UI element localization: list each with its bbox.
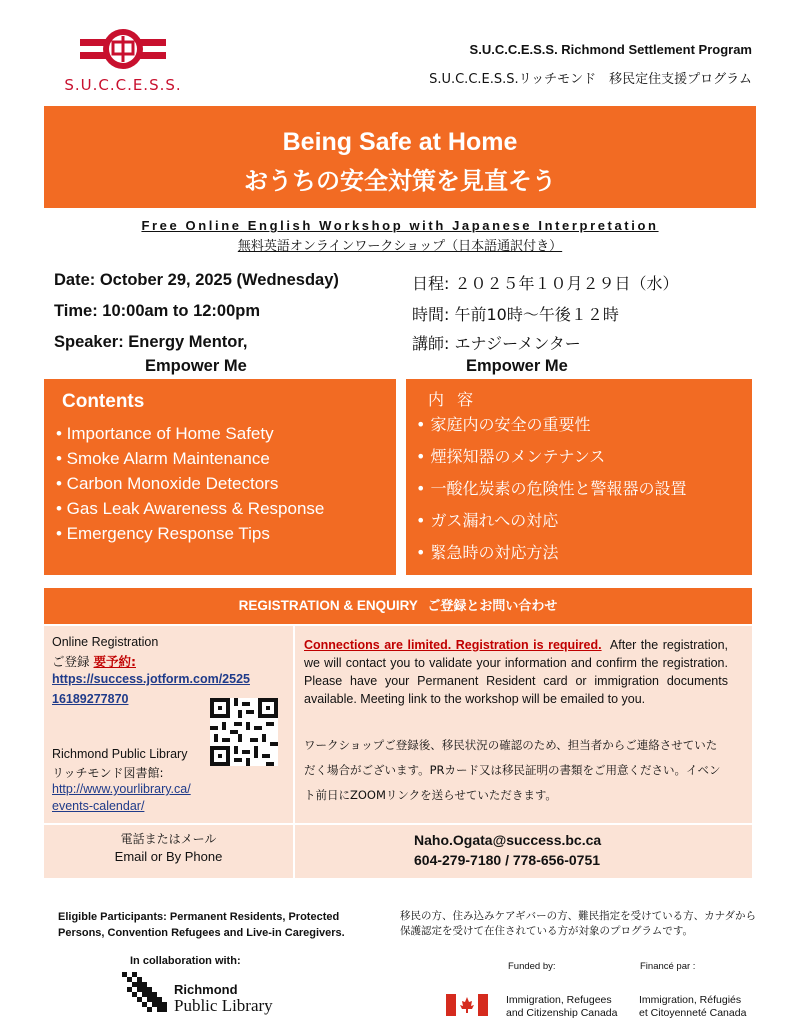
list-item: • Carbon Monoxide Detectors — [56, 474, 279, 493]
library-logo-icon — [122, 972, 172, 1012]
date-en: Date: October 29, 2025 (Wednesday) — [54, 271, 339, 289]
list-item: • 家庭内の安全の重要性 — [416, 415, 591, 434]
registration-header-jp: ご登録とお問い合わせ — [427, 599, 558, 614]
list-item: • Smoke Alarm Maintenance — [56, 449, 270, 468]
subtitle-jp: 無料英語オンラインワークショップ（日本語通訳付き） — [237, 239, 563, 254]
registration-header-en: REGISTRATION & ENQUIRY — [238, 598, 418, 613]
speaker-jp: 講師: エナジーメンター — [412, 334, 581, 353]
list-item: • Emergency Response Tips — [56, 524, 270, 543]
library-label: Richmond Public Library — [52, 747, 188, 761]
registration-notice — [304, 636, 728, 708]
list-item: • 煙探知器のメンテナンス — [416, 447, 606, 466]
date-jp: 日程: ２０２５年１０月２９日（水） — [412, 274, 679, 293]
ircc-fr-line2: et Citoyenneté Canada — [639, 1007, 747, 1019]
funded-by-label: Funded by: — [508, 961, 556, 972]
library-name-line1: Richmond — [174, 982, 238, 997]
registration-notice-jp: ワークショップご登録後、移民状況の確認のため、担当者からご連絡させていただく場合がございます。PRカード又は移民証明の書類をご用意ください。イベント前日にZOOMリンクを送らせていただきます。 — [304, 738, 721, 802]
list-item: • Importance of Home Safety — [56, 424, 274, 443]
canada-flag-icon — [446, 994, 488, 1016]
list-item: • ガス漏れへの対応 — [416, 511, 559, 530]
ircc-fr-line1: Immigration, Réfugiés — [639, 994, 742, 1006]
contact-phones[interactable]: 604-279-7180 / 778-656-0751 — [414, 852, 601, 868]
contents-jp-list — [416, 409, 687, 569]
collaboration-label: In collaboration with: — [130, 955, 241, 967]
speaker-en: Speaker: Energy Mentor, — [54, 333, 248, 351]
success-emblem-icon — [80, 24, 166, 74]
eligibility-jp: 移民の方、住み込みケアギバーの方、難民指定を受けている方、カナダから保護認定を受けて在住されている方が対象のプログラムです。 — [400, 910, 757, 937]
ircc-name-fr — [639, 994, 746, 1020]
library-jp-label: リッチモンド図書館: — [52, 766, 164, 780]
time-jp: 時間: 午前10時～午後１２時 — [412, 305, 619, 324]
list-item: • 緊急時の対応方法 — [416, 543, 559, 562]
title-banner — [44, 106, 756, 208]
contents-en-heading: Contents — [62, 391, 145, 412]
speaker-jp-org: Empower Me — [466, 357, 568, 375]
registration-header — [44, 588, 752, 624]
qr-code[interactable] — [210, 698, 278, 766]
contents-jp-box — [406, 379, 752, 575]
contents-en-box — [44, 379, 396, 575]
ircc-en-line1: Immigration, Refugees — [506, 994, 612, 1006]
row-divider — [44, 823, 752, 825]
org-name-en: S.U.C.C.E.S.S. Richmond Settlement Program — [469, 42, 752, 57]
qr-code-icon — [210, 698, 278, 766]
list-item: • Gas Leak Awareness & Response — [56, 499, 325, 518]
contents-en-list — [56, 421, 324, 546]
finance-par-label: Financé par : — [640, 961, 696, 972]
ircc-en-line2: and Citizenship Canada — [506, 1007, 618, 1019]
speaker-en-org: Empower Me — [145, 357, 247, 375]
online-registration-label: Online Registration — [52, 635, 159, 649]
library-link[interactable]: http://www.yourlibrary.ca/ — [52, 782, 191, 796]
list-item: • 一酸化炭素の危険性と警報器の設置 — [416, 479, 687, 498]
contact-label-jp: 電話またはメール — [120, 832, 217, 846]
contact-email[interactable]: Naho.Ogata@success.bc.ca — [414, 832, 602, 848]
notice-body: After the registration, we will contact you to validate your information and confirm the registration. Please have your Permanent Resident card or immigration documents available. Meeting link to the workshop will be emailed to you. — [304, 638, 728, 706]
register-jp-label: ご登録 — [52, 654, 90, 669]
subtitle-en: Free Online English Workshop with Japanese Interpretation — [141, 218, 659, 233]
eligibility-en: Eligible Participants: Permanent Residents, Protected Persons, Convention Refugees and Live-in Caregivers. — [58, 911, 345, 939]
logo-text: S.U.C.C.E.S.S. — [64, 76, 182, 94]
page-title-jp: おうちの安全対策を見直そう — [244, 167, 556, 195]
register-jp-line — [52, 652, 136, 670]
limited-notice: Connections are limited. Registration is required. — [304, 638, 602, 652]
required-jp-label: 要予約: — [93, 654, 136, 669]
jotform-link[interactable]: https://success.jotform.com/2525 — [52, 672, 250, 686]
library-link-cont[interactable]: events-calendar/ — [52, 799, 145, 813]
success-logo — [58, 20, 188, 100]
org-name-jp: S.U.C.C.E.S.S.リッチモンド 移民定住支援プログラム — [429, 72, 752, 87]
time-en: Time: 10:00am to 12:00pm — [54, 302, 261, 320]
contents-jp-heading: 内 容 — [428, 390, 478, 409]
contact-label-en: Email or By Phone — [114, 849, 223, 864]
library-name-line2: Public Library — [174, 996, 273, 1015]
jotform-link-cont[interactable]: 16189277870 — [52, 692, 129, 706]
column-divider — [293, 626, 295, 878]
ircc-name-en — [506, 994, 618, 1020]
page-title-en: Being Safe at Home — [282, 128, 518, 156]
